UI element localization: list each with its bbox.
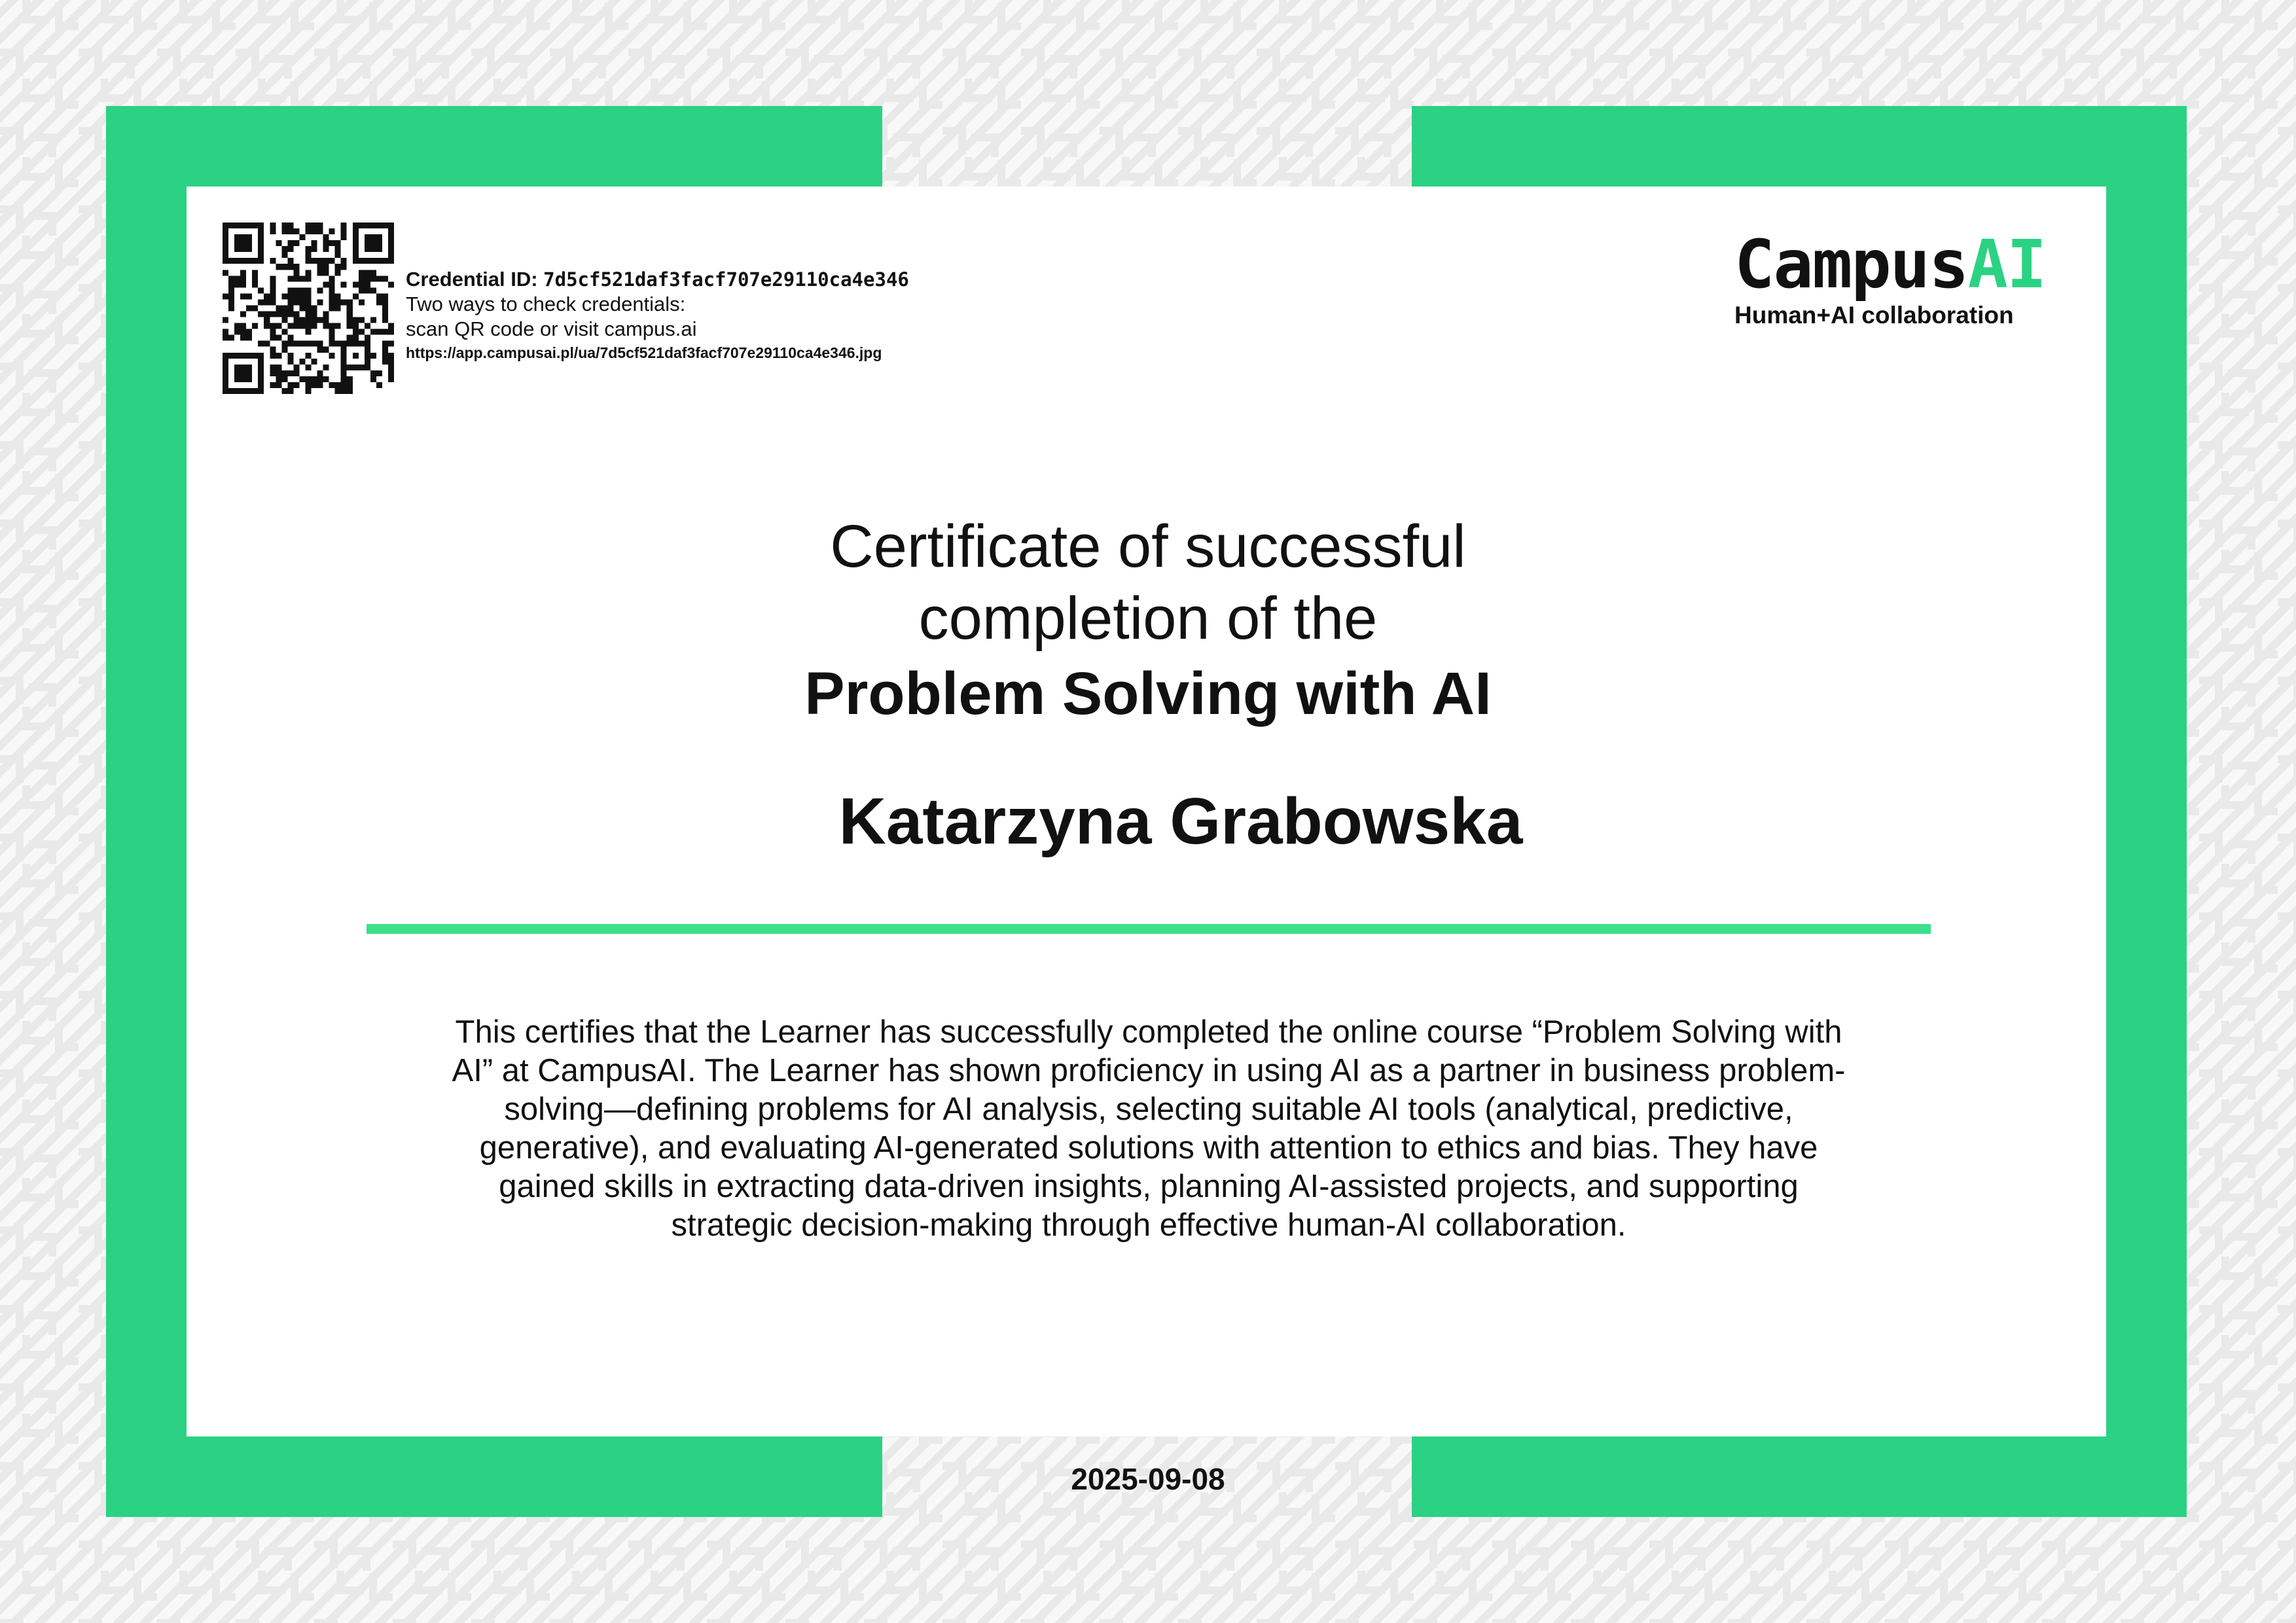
- credential-url[interactable]: https://app.campusai.pl/ua/7d5cf521daf3facf707e29110ca4e346.jpg: [406, 344, 882, 361]
- qr-code-icon: [223, 223, 394, 394]
- course-name: Problem Solving with AI: [804, 660, 1492, 727]
- logo-word-main: Campus: [1734, 226, 1968, 304]
- frame-top-right: [1412, 106, 2187, 187]
- credential-info: [406, 267, 1191, 364]
- credential-check-line-1: Two ways to check credentials:: [406, 293, 686, 315]
- credential-id-value: 7d5cf521daf3facf707e29110ca4e346: [543, 268, 909, 291]
- logo-tagline: Human+AI collaboration: [1734, 302, 2014, 329]
- credential-id-label: Credential ID:: [406, 268, 538, 291]
- frame-left: [106, 106, 187, 1517]
- frame-bottom-left: [106, 1436, 882, 1517]
- certificate-title: [493, 510, 1803, 733]
- frame-right: [2106, 106, 2187, 1517]
- title-line-1: Certificate of successful: [830, 513, 1466, 580]
- divider-line: [367, 924, 1931, 934]
- credential-check-line-2: scan QR code or visit campus.ai: [406, 317, 697, 340]
- frame-bottom-right: [1412, 1436, 2187, 1517]
- campusai-logo: [1734, 226, 2046, 330]
- logo-wordmark: [1734, 226, 2046, 304]
- title-line-2: completion of the: [918, 585, 1378, 652]
- frame-top-left: [106, 106, 882, 187]
- certificate-description: This certifies that the Learner has successfully completed the online course “Problem Solving with AI” at CampusAI. The Learner has shown proficiency in using AI as a partner in business problem-solving—defining problems for AI analysis, selecting suitable AI tools (analytical, predictive, generative), and evaluating AI-generated solutions with attention to ethics and bias. They have gained skills in extracting data-driven insights, planning AI-assisted projects, and supporting strategic decision-making through effective human-AI collaboration.: [452, 1014, 1846, 1243]
- certificate-date: 2025-09-08: [1071, 1462, 1225, 1496]
- learner-name: Katarzyna Grabowska: [838, 785, 1523, 858]
- logo-word-accent: AI: [1967, 226, 2046, 304]
